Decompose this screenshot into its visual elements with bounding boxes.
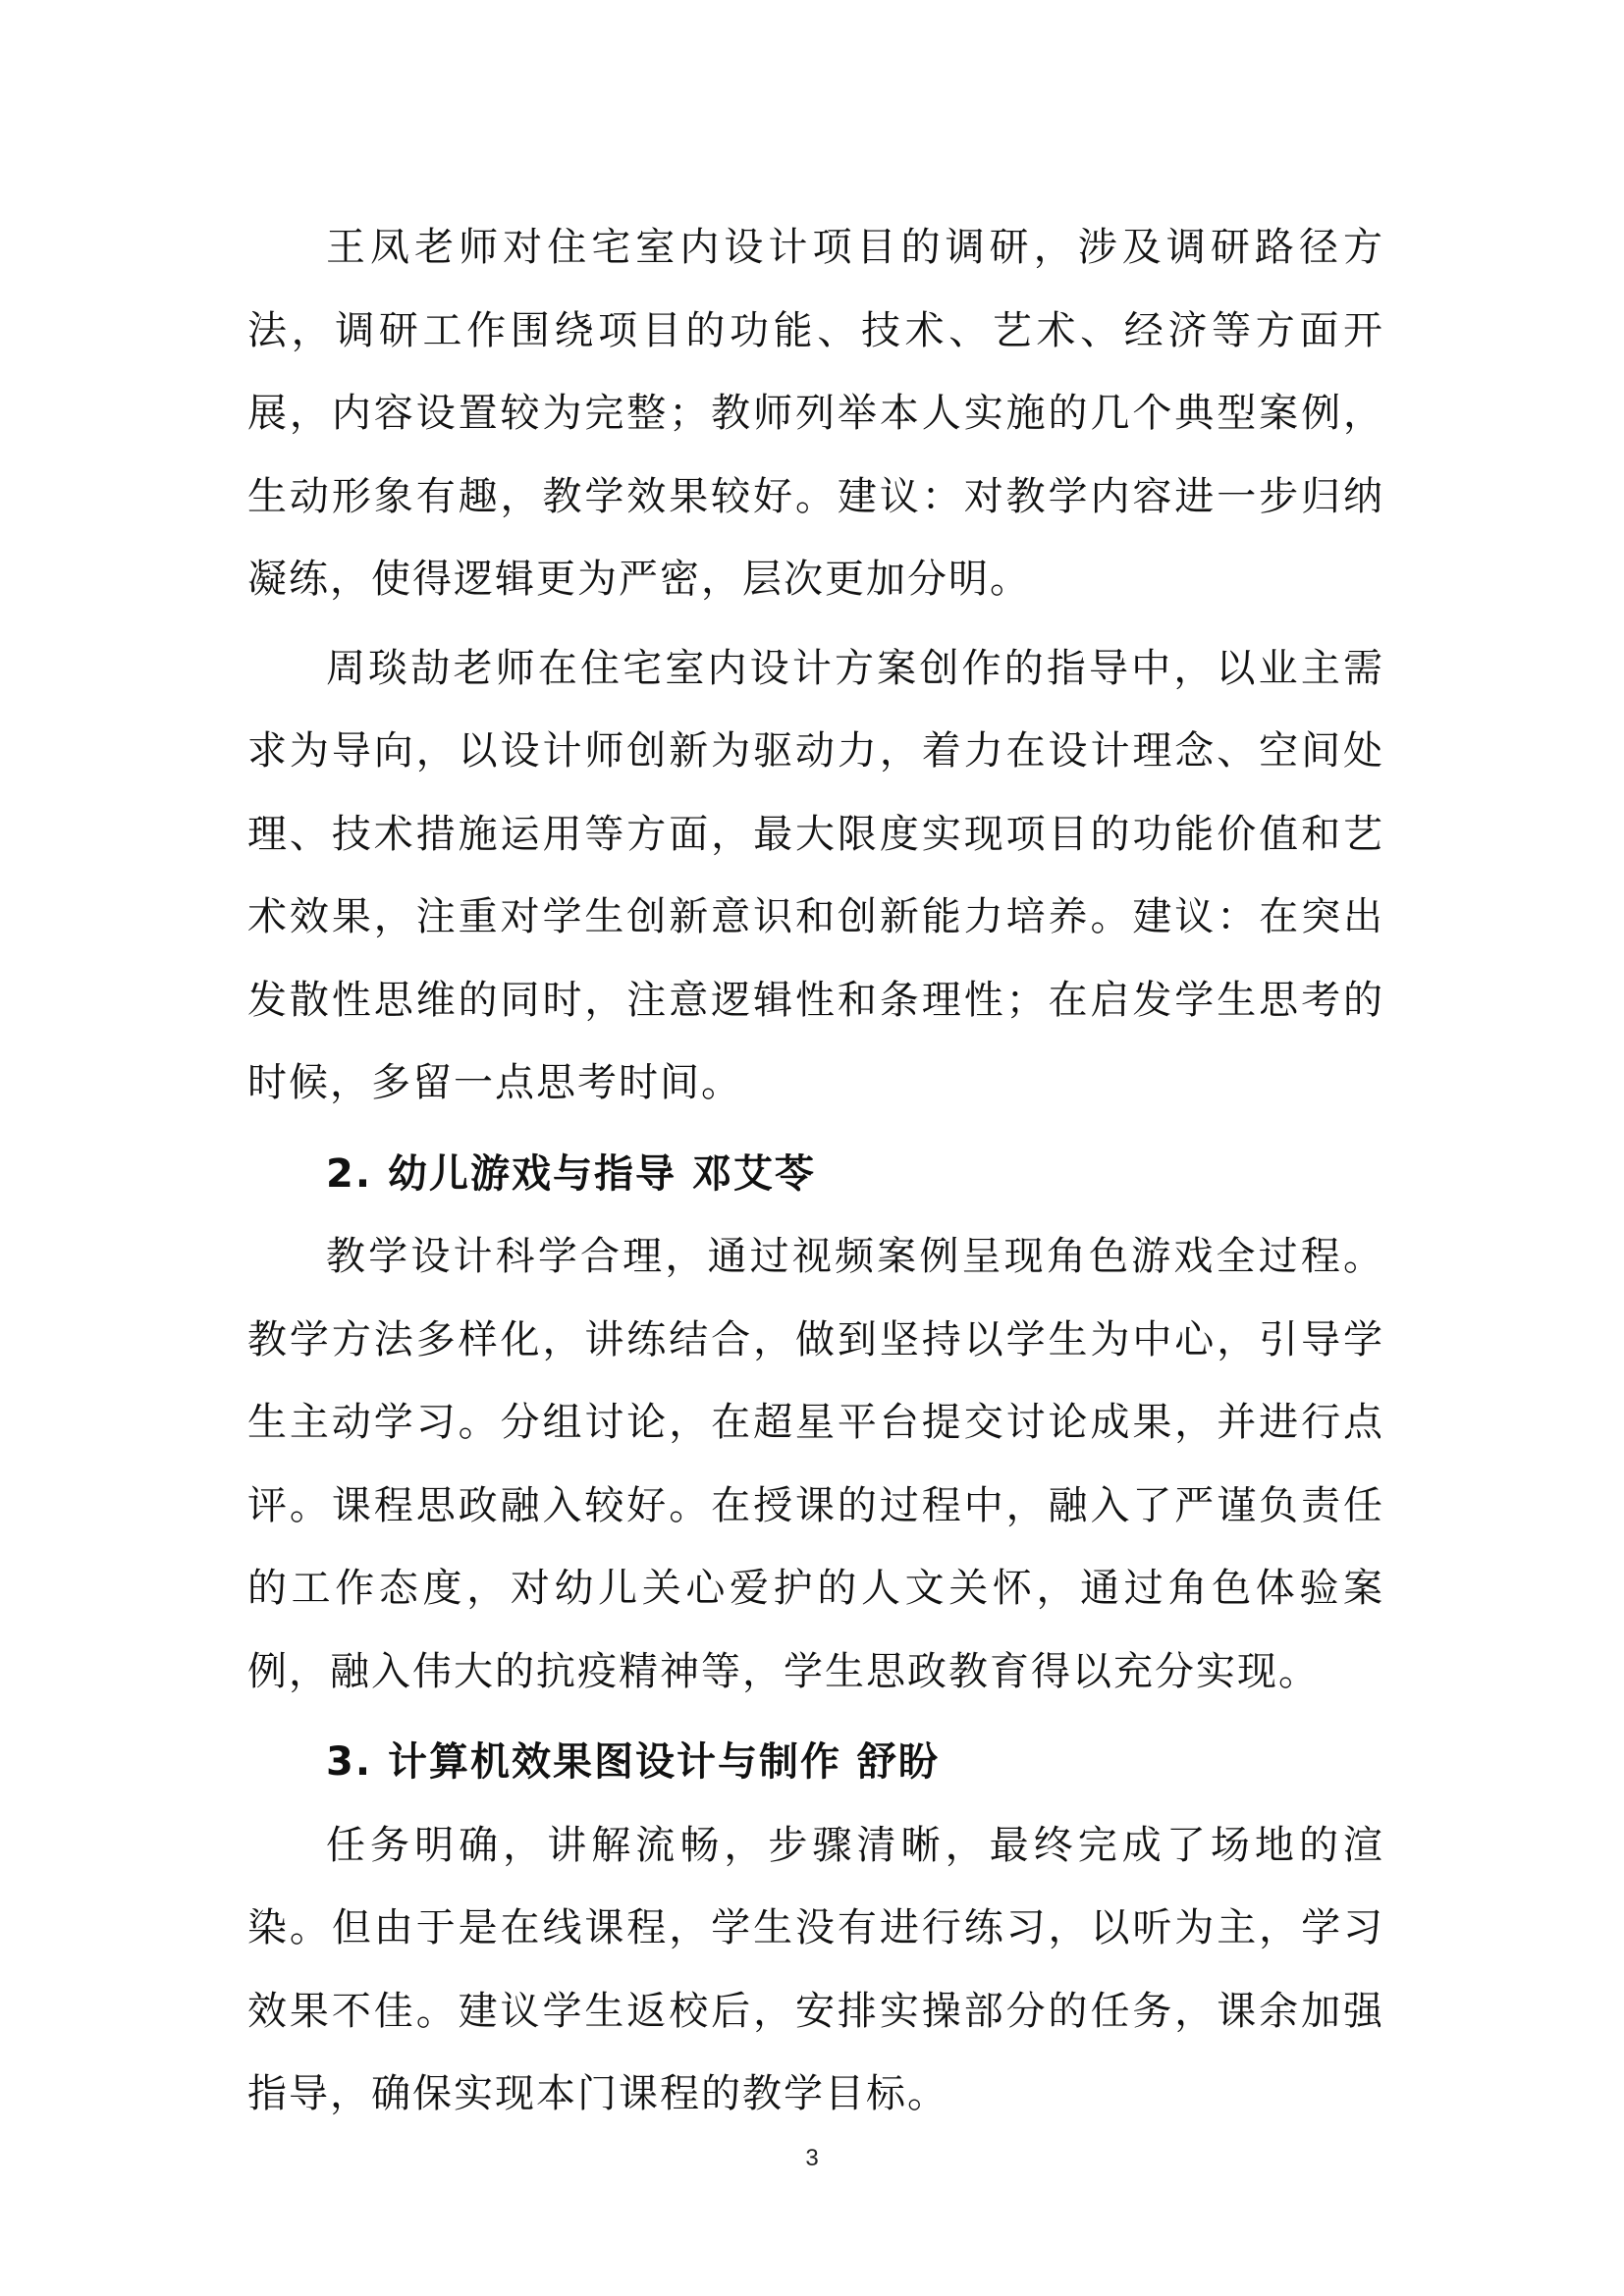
page-number: 3	[805, 2145, 819, 2171]
section-heading-computer-rendering-design: 3. 计算机效果图设计与制作 舒盼	[326, 1739, 940, 1785]
page-body	[247, 206, 1384, 2136]
paragraph-zhouyanjie-review: 周琰劼老师在住宅室内设计方案创作的指导中，以业主需求为导向，以设计师创新为驱动力，着力在设计理念、空间处理、技术措施运用等方面，最大限度实现项目的功能价值和艺术效果，注重对学生创新意识和创新能力培养。建议：在突出发散性思维的同时，注意逻辑性和条理性；在启发学生思考的时候，多留一点思考时间。	[247, 645, 1384, 1105]
section-heading-early-childhood-games: 2. 幼儿游戏与指导 邓艾苓	[326, 1150, 816, 1197]
paragraph-wangfeng-review: 王凤老师对住宅室内设计项目的调研，涉及调研路径方法，调研工作围绕项目的功能、技术、艺术、经济等方面开展，内容设置较为完整；教师列举本人实施的几个典型案例，生动形象有趣，教学效果较好。建议：对教学内容进一步归纳凝练，使得逻辑更为严密，层次更加分明。	[247, 225, 1384, 602]
paragraph-computer-rendering-review: 任务明确，讲解流畅，步骤清晰，最终完成了场地的渲染。但由于是在线课程，学生没有进行练习，以听为主，学习效果不佳。建议学生返校后，安排实操部分的任务，课余加强指导，确保实现本门课程的教学目标。	[247, 1822, 1384, 2116]
paragraph-early-childhood-games-review: 教学设计科学合理，通过视频案例呈现角色游戏全过程。教学方法多样化，讲练结合，做到坚持以学生为中心，引导学生主动学习。分组讨论，在超星平台提交讨论成果，并进行点评。课程思政融入较好。在授课的过程中，融入了严谨负责任的工作态度，对幼儿关心爱护的人文关怀，通过角色体验案例，融入伟大的抗疫精神等，学生思政教育得以充分实现。	[247, 1234, 1384, 1694]
